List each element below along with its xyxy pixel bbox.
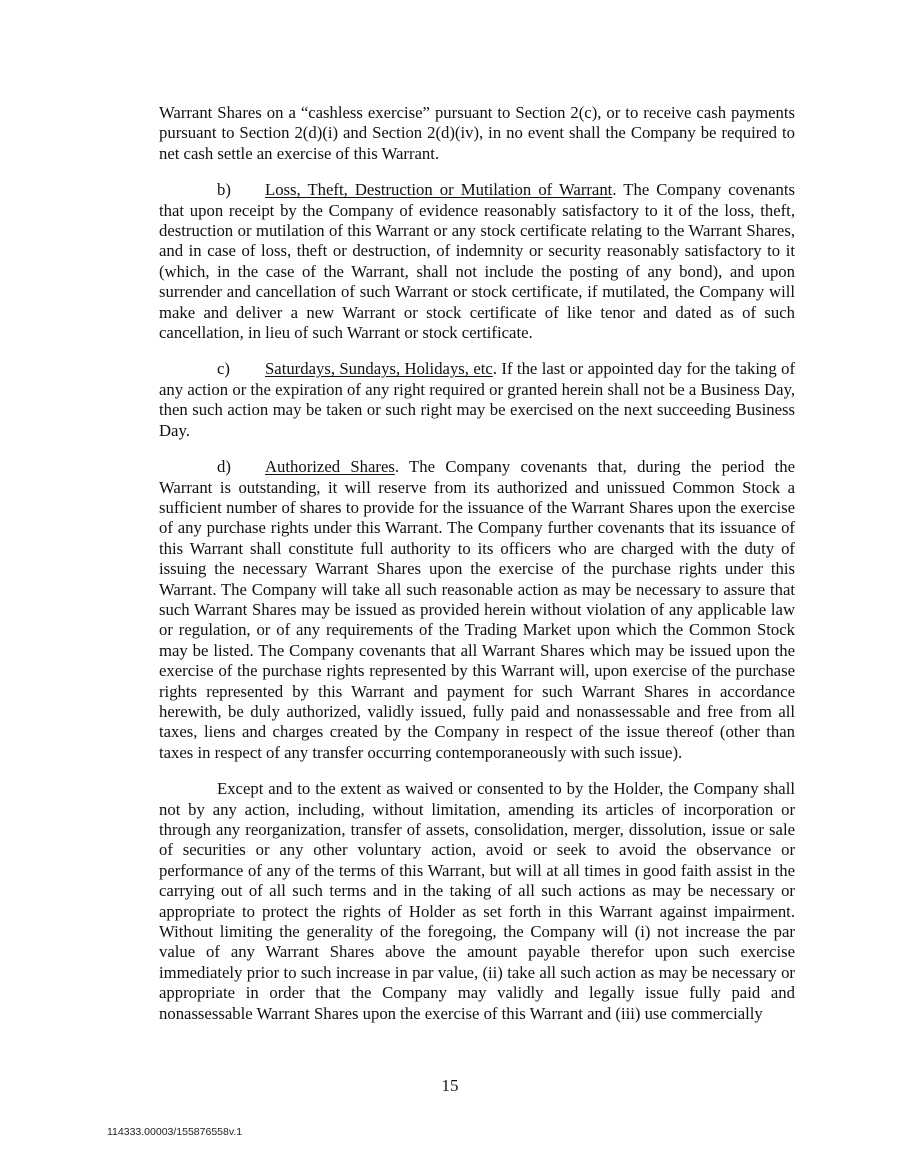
section-heading: Authorized Shares xyxy=(265,457,395,477)
paragraph-c-holidays xyxy=(159,359,795,441)
paragraph-enumerator: c) xyxy=(217,359,230,379)
document-id: 114333.00003/155876558v.1 xyxy=(107,1126,243,1138)
paragraph-impairment xyxy=(159,779,795,1024)
page-number: 15 xyxy=(441,1076,459,1095)
paragraph-text: Except and to the extent as waived or consented to by the Holder, the Company shall not by any action, including, without limitation, amending its articles of incorporation or through any reorganization, transfer of assets, consolidation, merger, dissolution, issue or sale of securities or any other voluntary action, avoid or seek to avoid the observance or performance of any of the terms of this Warrant, but will at all times in good faith assist in the carrying out of all such terms and in the taking of all such actions as may be necessary or appropriate to protect the rights of Holder as set forth in this Warrant against impairment. Without limiting the generality of the foregoing, the Company will (i) not increase the par value of any Warrant Shares above the amount payable therefor upon such exercise immediately prior to such increase in par value, (ii) take all such action as may be necessary or appropriate in order that the Company may validly and legally issue fully paid and nonassessable Warrant Shares upon the exercise of this Warrant and (iii) use commercially xyxy=(159,779,795,1023)
document-body xyxy=(159,103,795,1040)
paragraph-text: Warrant Shares on a “cashless exercise” pursuant to Section 2(c), or to receive cash payments pursuant to Section 2(d)(i) and Section 2(d)(iv), in no event shall the Company be required to net cash settle an exercise of this Warrant. xyxy=(159,103,795,163)
section-heading: Saturdays, Sundays, Holidays, etc xyxy=(265,359,493,379)
paragraph-enumerator: b) xyxy=(217,180,231,200)
paragraph-b-lost-warrant xyxy=(159,180,795,343)
paragraph-text: . If the last or appointed day for the taking of any action or the expiration of any right required or granted herein shall not be a Business Day, then such action may be taken or such right may be exercised on the next succeeding Business Day. xyxy=(159,359,796,440)
paragraph-text: . The Company covenants that upon receipt by the Company of evidence reasonably satisfactory to it of the loss, theft, destruction or mutilation of this Warrant or any stock certificate relating to the Warrant Shares, and in case of loss, theft or destruction, of indemnity or security reasonably satisfactory to it (which, in the case of the Warrant, shall not include the posting of any bond), and upon surrender and cancellation of such Warrant or stock certificate, if mutilated, the Company will make and deliver a new Warrant or stock certificate of like tenor and dated as of such cancellation, in lieu of such Warrant or stock certificate. xyxy=(159,180,795,343)
paragraph-text: . The Company covenants that, during the period the Warrant is outstanding, it will reserve from its authorized and unissued Common Stock a sufficient number of shares to provide for the issuance of the Warrant Shares upon the exercise of any purchase rights under this Warrant. The Company further covenants that its issuance of this Warrant shall constitute full authority to its officers who are charged with the duty of issuing the necessary Warrant Shares upon the exercise of the purchase rights under this Warrant. The Company will take all such reasonable action as may be necessary to assure that such Warrant Shares may be issued as provided herein without violation of any applicable law or regulation, or of any requirements of the Trading Market upon which the Common Stock may be listed. The Company covenants that all Warrant Shares which may be issued upon the exercise of the purchase rights represented by this Warrant will, upon exercise of the purchase rights represented by this Warrant and payment for such Warrant Shares in accordance herewith, be duly authorized, validly issued, fully paid and nonassessable and free from all taxes, liens and charges created by the Company in respect of the issue thereof (other than taxes in respect of any transfer occurring contemporaneously with such issue). xyxy=(159,457,795,762)
paragraph-d-authorized-shares xyxy=(159,457,795,763)
section-heading: Loss, Theft, Destruction or Mutilation of Warrant xyxy=(265,180,613,200)
paragraph-continuation xyxy=(159,103,795,164)
paragraph-enumerator: d) xyxy=(217,457,231,477)
